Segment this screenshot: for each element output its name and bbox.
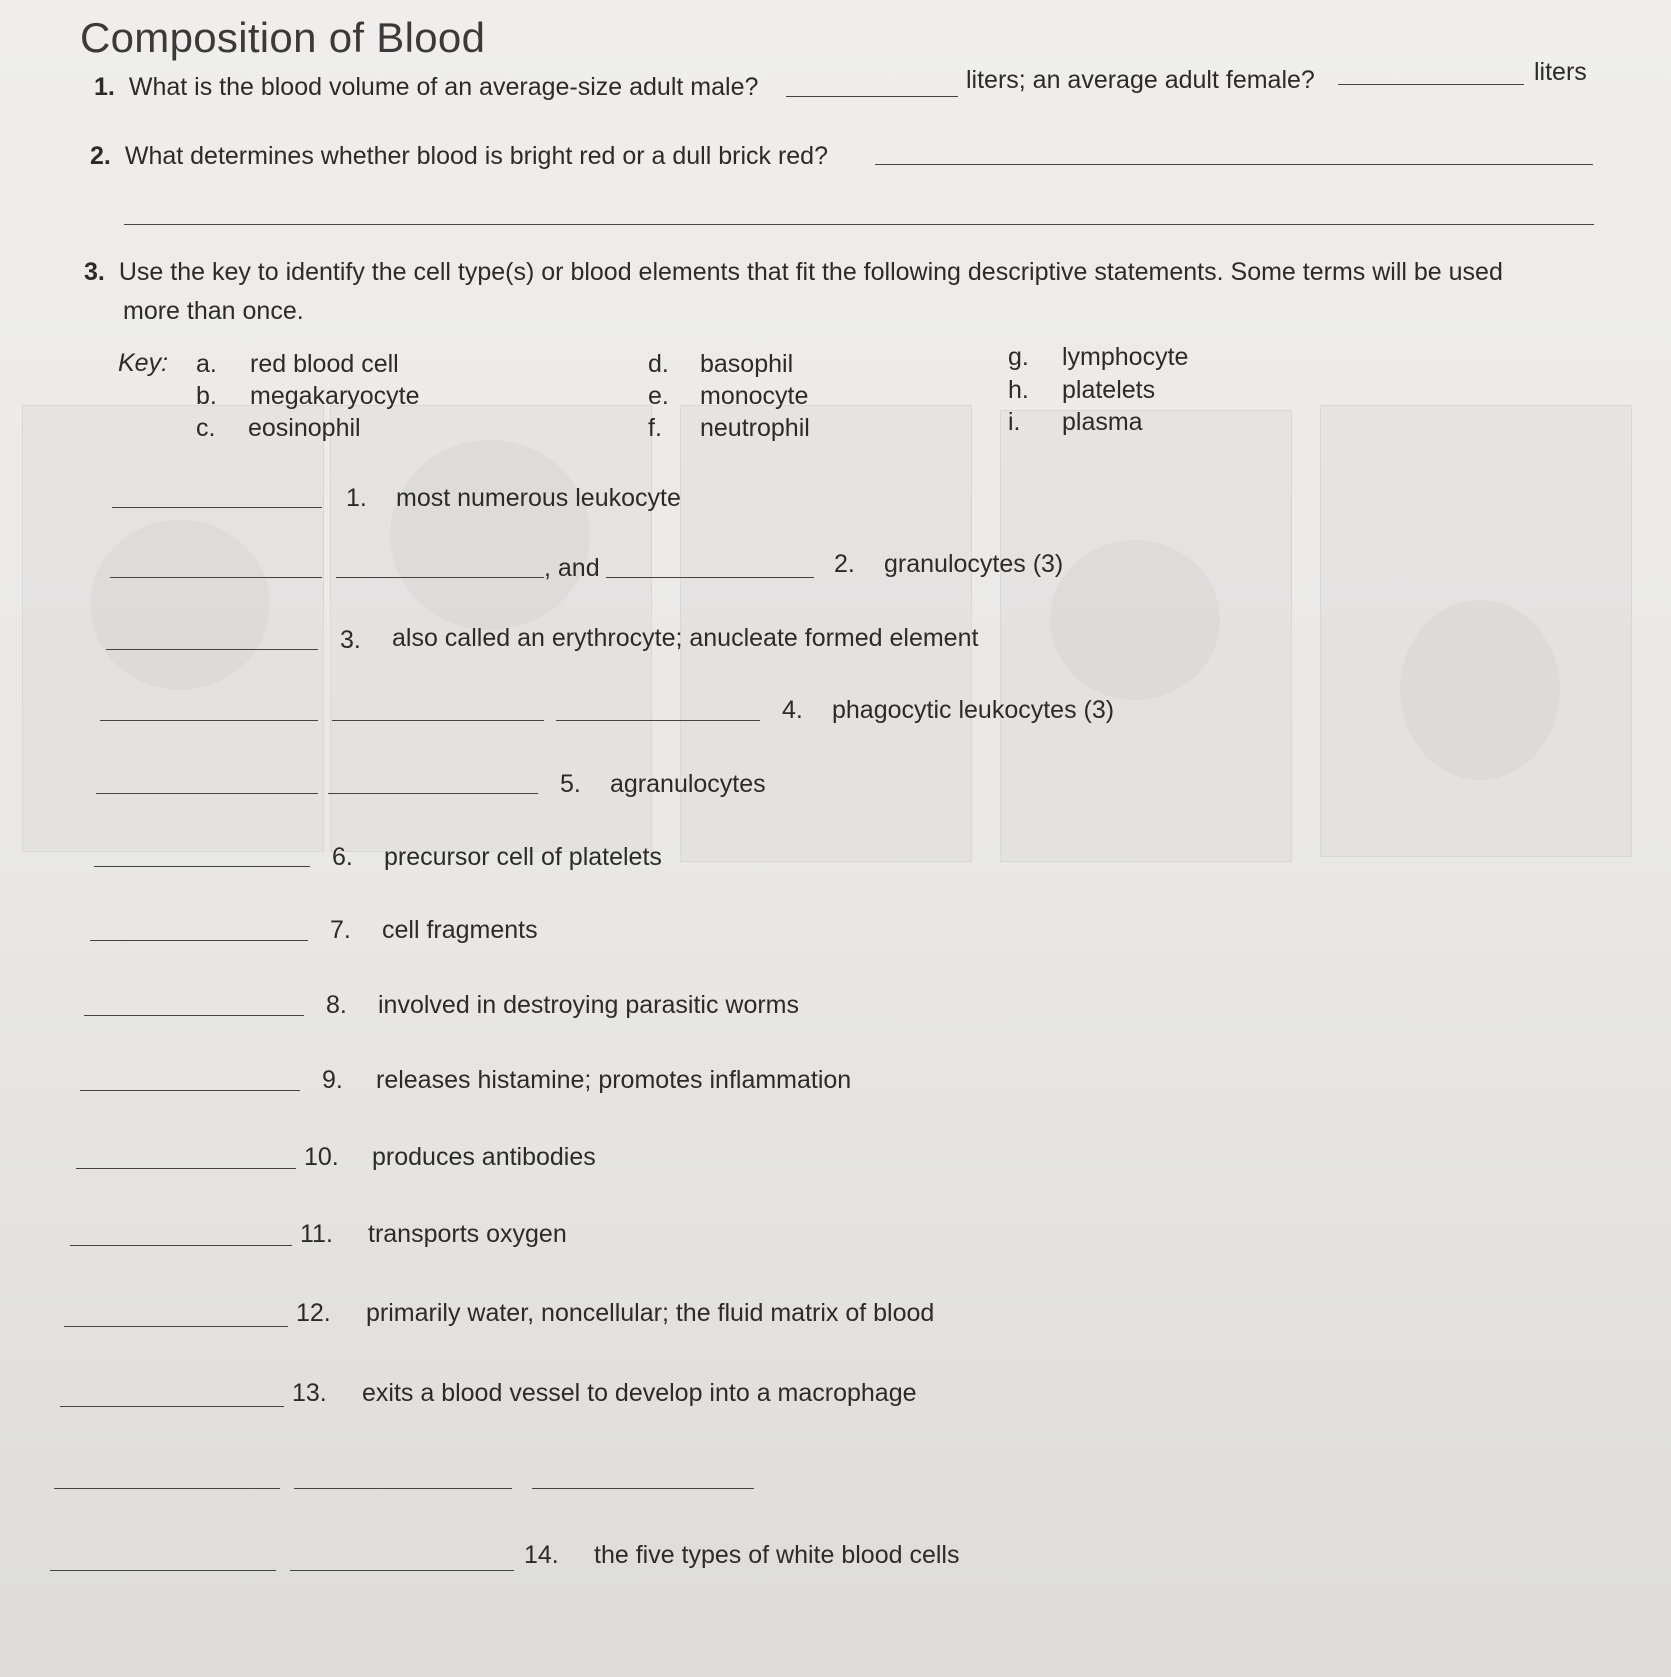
key-term-b: megakaryocyte [250,382,420,410]
answer-blank-2a[interactable] [110,577,322,578]
item-8-text: involved in destroying parasitic worms [378,991,800,1019]
key-term-g: lymphocyte [1062,343,1189,371]
item-4-text: phagocytic leukocytes (3) [832,696,1115,724]
page-title: Composition of Blood [80,14,486,61]
answer-line-2a[interactable] [875,164,1593,165]
item-9-text: releases histamine; promotes inflammation [376,1066,852,1094]
key-term-c: eosinophil [248,414,361,442]
item-10-text: produces antibodies [372,1143,596,1171]
question-3-text-cont: more than once. [123,297,304,325]
answer-blank-14c[interactable] [532,1488,754,1489]
item-13-text: exits a blood vessel to develop into a macrophage [362,1379,917,1407]
item-7-number: 7. [330,916,351,944]
item-2-text: granulocytes (3) [884,550,1064,578]
key-letter-e: e. [648,382,669,410]
item-1-number: 1. [346,484,367,512]
key-term-f: neutrophil [700,414,810,442]
show-through-cell [1050,540,1220,700]
answer-blank-14d[interactable] [50,1570,276,1571]
item-6-text: precursor cell of platelets [384,843,662,871]
key-letter-b: b. [196,382,217,410]
question-2 [90,142,828,171]
question-2-text: What determines whether blood is bright red or a dull brick red? [124,142,828,170]
item-2-number: 2. [834,550,855,578]
answer-blank-5b[interactable] [328,793,538,794]
answer-blank-2b[interactable] [336,577,544,578]
item-6-number: 6. [332,843,353,871]
item-10-number: 10. [304,1143,339,1171]
show-through-cell [1400,600,1560,780]
female-volume-blank[interactable] [1338,84,1524,85]
answer-blank-11[interactable] [70,1245,292,1246]
item-11-text: transports oxygen [368,1220,567,1248]
key-term-d: basophil [700,350,794,378]
answer-blank-8[interactable] [84,1015,304,1016]
answer-blank-4b[interactable] [332,720,544,721]
item-12-text: primarily water, noncellular; the fluid matrix of blood [366,1299,935,1327]
answer-blank-1[interactable] [112,507,322,508]
item-12-number: 12. [296,1299,331,1327]
key-term-e: monocyte [700,382,809,410]
answer-blank-14e[interactable] [290,1570,514,1571]
item-1-text: most numerous leukocyte [396,484,681,512]
question-1-text-b: liters; an average adult female? [966,66,1315,94]
answer-blank-6[interactable] [94,866,310,867]
key-letter-f: f. [648,414,662,442]
key-letter-g: g. [1008,343,1029,371]
show-through-cell [390,440,590,630]
item-14-text: the five types of white blood cells [594,1541,960,1569]
answer-blank-14a[interactable] [54,1488,280,1489]
liters-label: liters [1534,58,1587,86]
male-volume-blank[interactable] [786,96,958,97]
key-letter-d: d. [648,350,669,378]
answer-blank-12[interactable] [64,1326,288,1327]
answer-blank-5a[interactable] [96,793,318,794]
item-3-number: 3. [340,626,361,654]
question-number: 2. [90,142,111,170]
show-through-cell [90,520,270,690]
item-8-number: 8. [326,991,347,1019]
answer-blank-4c[interactable] [556,720,760,721]
item-3-text: also called an erythrocyte; anucleate formed element [392,624,979,652]
answer-blank-14b[interactable] [294,1488,512,1489]
question-1 [94,73,758,102]
question-number: 3. [84,258,105,286]
key-letter-c: c. [196,414,216,442]
question-number: 1. [94,73,115,101]
item-5-number: 5. [560,770,581,798]
question-1-text: What is the blood volume of an average-size adult male? [128,73,759,101]
answer-blank-2c[interactable] [606,577,814,578]
answer-line-2b[interactable] [124,224,1594,225]
and-text: , and [544,554,600,582]
key-term-h: platelets [1062,376,1156,404]
answer-blank-3[interactable] [106,649,318,650]
item-4-number: 4. [782,696,803,724]
question-3-text: Use the key to identify the cell type(s) or blood elements that fit the following descriptive statements. Some terms will be used [118,258,1503,286]
key-term-a: red blood cell [250,350,399,378]
item-9-number: 9. [322,1066,343,1094]
item-13-number: 13. [292,1379,327,1407]
item-11-number: 11. [300,1220,333,1248]
item-7-text: cell fragments [382,916,538,944]
key-letter-i: i. [1008,408,1021,436]
question-3 [84,258,1503,287]
key-letter-h: h. [1008,376,1029,404]
answer-blank-10[interactable] [76,1168,296,1169]
item-5-text: agranulocytes [610,770,766,798]
key-letter-a: a. [196,350,217,378]
key-label: Key: [118,349,169,377]
key-term-i: plasma [1062,408,1143,436]
answer-blank-13[interactable] [60,1406,284,1407]
answer-blank-7[interactable] [90,940,308,941]
item-14-number: 14. [524,1541,559,1569]
answer-blank-4a[interactable] [100,720,318,721]
answer-blank-9[interactable] [80,1090,300,1091]
